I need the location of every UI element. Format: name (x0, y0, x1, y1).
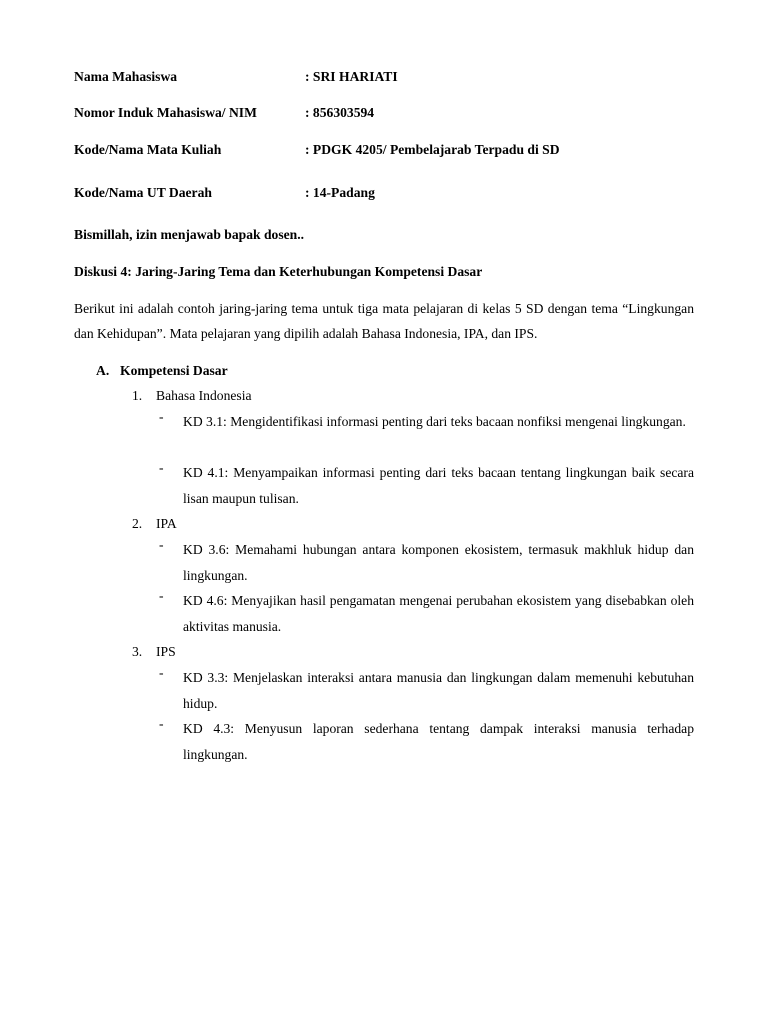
kd-text: KD 4.6: Menyajikan hasil pengamatan mengenai perubahan ekosistem yang disebabkan oleh aktivitas manusia. (183, 593, 694, 634)
kd-text: KD 4.1: Menyampaikan informasi penting dari teks bacaan tentang lingkungan baik secara lisan maupun tulisan. (183, 465, 694, 506)
header-label-course: Kode/Nama Mata Kuliah (74, 142, 222, 157)
kd-item (159, 588, 694, 640)
section-marker: A. (96, 363, 110, 378)
kd-text: KD 4.3: Menyusun laporan sederhana tentang dampak interaksi manusia terhadap lingkungan. (183, 721, 694, 762)
header-value-nim: : 856303594 (305, 105, 375, 120)
header-label-nim: Nomor Induk Mahasiswa/ NIM (74, 105, 257, 120)
bullet-dash: - (159, 460, 164, 475)
kd-item (159, 716, 694, 768)
subject-name: IPS (156, 644, 176, 659)
subject-item (132, 388, 252, 404)
discussion-title: Diskusi 4: Jaring-Jaring Tema dan Keterhubungan Kompetensi Dasar (74, 264, 483, 279)
kd-item (159, 409, 694, 461)
kd-text: KD 3.6: Memahami hubungan antara komponen ekosistem, termasuk makhluk hidup dan lingkungan. (183, 542, 694, 583)
header-value-name: : SRI HARIATI (305, 69, 398, 84)
kd-item (159, 665, 694, 717)
subject-name: IPA (156, 516, 177, 531)
header-value-region: : 14-Padang (305, 185, 375, 200)
bullet-dash: - (159, 409, 164, 424)
bullet-dash: - (159, 537, 164, 552)
kd-text: KD 3.3: Menjelaskan interaksi antara manusia dan lingkungan dalam memenuhi kebutuhan hidup. (183, 670, 694, 711)
subject-number: 3. (132, 644, 143, 659)
bullet-dash: - (159, 716, 164, 731)
subject-item (132, 644, 176, 660)
kd-item (159, 537, 694, 589)
kd-item (159, 460, 694, 512)
bullet-dash: - (159, 665, 164, 680)
section-heading (96, 363, 228, 379)
section-title: Kompetensi Dasar (120, 363, 228, 378)
header-label-name: Nama Mahasiswa (74, 69, 178, 84)
subject-item (132, 516, 177, 532)
header-value-course: : PDGK 4205/ Pembelajarab Terpadu di SD (305, 142, 560, 157)
subject-number: 1. (132, 388, 143, 403)
kd-text: KD 3.1: Mengidentifikasi informasi penting dari teks bacaan nonfiksi mengenai lingkungan. (183, 414, 686, 429)
subject-number: 2. (132, 516, 143, 531)
intro-paragraph: Berikut ini adalah contoh jaring-jaring tema untuk tiga mata pelajaran di kelas 5 SD dengan tema “Lingkungan dan Kehidupan”. Mata pelajaran yang dipilih adalah Bahasa Indonesia, IPA, dan IPS. (74, 301, 694, 341)
greeting: Bismillah, izin menjawab bapak dosen.. (74, 227, 305, 242)
bullet-dash: - (159, 588, 164, 603)
subject-name: Bahasa Indonesia (156, 388, 252, 403)
header-label-region: Kode/Nama UT Daerah (74, 185, 212, 200)
